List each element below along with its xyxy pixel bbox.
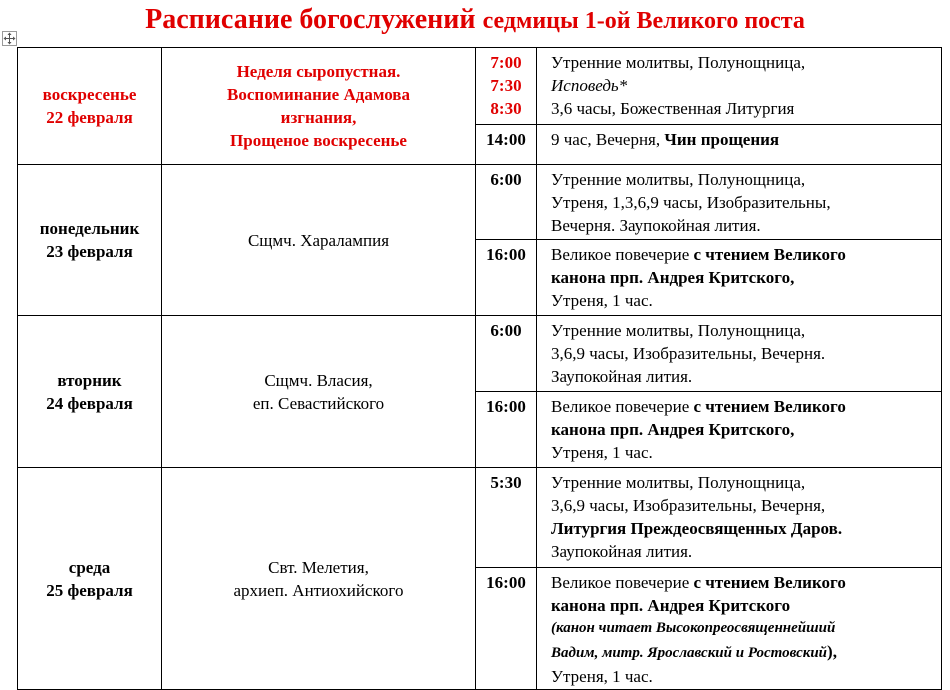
service-time: 16:00 (486, 573, 526, 592)
service-text: канона прп. Андрея Критского (551, 596, 791, 615)
day-date: 25 февраля (46, 580, 133, 600)
service-cell (537, 165, 942, 240)
feast-line: Прощеное воскресенье (230, 131, 407, 150)
table-row (18, 468, 942, 568)
service-cell (537, 316, 942, 392)
service-cell (537, 48, 942, 125)
title-main: Расписание богослужений (145, 4, 483, 35)
day-name: понедельник (39, 219, 140, 238)
service-text: Исповедь* (551, 76, 628, 95)
service-cell (537, 240, 942, 316)
service-time: 16:00 (486, 397, 526, 416)
feast-line: еп. Севастийского (252, 393, 385, 413)
page-title (0, 4, 950, 36)
service-text (551, 640, 939, 665)
service-text-bold: с чтением Великого (693, 573, 846, 592)
service-text: 3,6 часы, Божественная Литургия (551, 99, 795, 118)
service-text: Утренние молитвы, Полунощница, (551, 473, 806, 492)
day-date: 24 февраля (46, 393, 133, 413)
feast-cell (162, 468, 476, 690)
service-text (551, 571, 939, 594)
service-cell (537, 468, 942, 568)
day-name: вторник (57, 370, 122, 390)
service-text: Вечерня. Заупокойная лития. (551, 216, 761, 235)
service-text-bold: Чин прощения (664, 130, 780, 149)
feast-line: Свт. Мелетия, (268, 557, 369, 577)
time-cell (476, 468, 537, 568)
feast-line: Сщмч. Власия, (264, 370, 373, 390)
service-cell (537, 568, 942, 690)
service-text-part: Великое повечерие (551, 397, 694, 416)
service-text-bold: с чтением Великого (693, 245, 846, 264)
day-date: 23 февраля (46, 242, 133, 261)
day-cell (18, 48, 162, 165)
move-arrows-icon (3, 32, 16, 45)
service-text (551, 128, 939, 151)
table-row (18, 165, 942, 240)
feast-cell (162, 165, 476, 316)
day-cell (18, 468, 162, 690)
table-row (18, 48, 942, 125)
title-sub: седмицы 1-ой Великого поста (482, 8, 805, 34)
service-text-part: Великое повечерие (551, 245, 694, 264)
service-text-part: Великое повечерие (551, 573, 694, 592)
time-cell (476, 316, 537, 392)
service-text: 3,6,9 часы, Изобразительны, Вечерня, (551, 496, 826, 515)
service-cell (537, 392, 942, 468)
service-text: Литургия Преждеосвященных Даров. (551, 519, 843, 538)
feast-line: Сщмч. Харалампия (247, 230, 390, 250)
table-row (18, 316, 942, 392)
schedule-table (17, 47, 942, 690)
feast-line: Неделя сыропустная. (236, 62, 401, 81)
service-text: Утренние молитвы, Полунощница, (551, 53, 806, 72)
service-text: Утреня, 1 час. (551, 291, 653, 310)
day-cell (18, 316, 162, 468)
feast-cell (162, 316, 476, 468)
service-text: Утреня, 1 час. (551, 443, 653, 462)
time-cell (476, 392, 537, 468)
service-text: 3,6,9 часы, Изобразительны, Вечерня. (551, 344, 826, 363)
time-cell (476, 48, 537, 125)
service-note: (канон читает Высокопреосвященнейший (551, 620, 836, 636)
service-text-bold: ), (827, 642, 837, 661)
feast-cell (162, 48, 476, 165)
service-time: 6:00 (490, 170, 522, 189)
service-text-part: 9 час, Вечерня, (551, 130, 665, 149)
service-time: 8:30 (490, 99, 522, 118)
service-text: Заупокойная лития. (551, 367, 693, 386)
day-name: воскресенье (42, 85, 137, 104)
feast-line: изгнания, (280, 108, 357, 127)
service-cell (537, 125, 942, 165)
service-text: Утренние молитвы, Полунощница, (551, 321, 806, 340)
service-text: Заупокойная лития. (551, 542, 693, 561)
service-time: 7:00 (490, 53, 522, 72)
service-text-bold: с чтением Великого (693, 397, 846, 416)
day-name: среда (68, 557, 111, 577)
service-time: 14:00 (486, 130, 526, 149)
service-text: Утренние молитвы, Полунощница, (551, 170, 806, 189)
table-move-handle[interactable] (2, 31, 17, 46)
time-cell (476, 165, 537, 240)
feast-line: Воспоминание Адамова (227, 85, 410, 104)
service-text (551, 395, 939, 418)
feast-line: архиеп. Антиохийского (233, 580, 404, 600)
service-time: 6:00 (490, 321, 522, 340)
service-text: канона прп. Андрея Критского, (551, 420, 795, 439)
time-cell (476, 568, 537, 690)
service-time: 7:30 (490, 76, 522, 95)
day-date: 22 февраля (46, 108, 133, 127)
service-text: Утреня, 1 час. (551, 667, 653, 686)
service-text: канона прп. Андрея Критского, (551, 268, 795, 287)
time-cell (476, 240, 537, 316)
service-text: Утреня, 1,3,6,9 часы, Изобразительны, (551, 193, 831, 212)
time-cell (476, 125, 537, 165)
day-cell (18, 165, 162, 316)
service-time: 16:00 (486, 245, 526, 264)
service-time: 5:30 (490, 473, 522, 492)
service-note: Вадим, митр. Ярославский и Ростовский (551, 645, 828, 661)
service-text (551, 243, 939, 266)
